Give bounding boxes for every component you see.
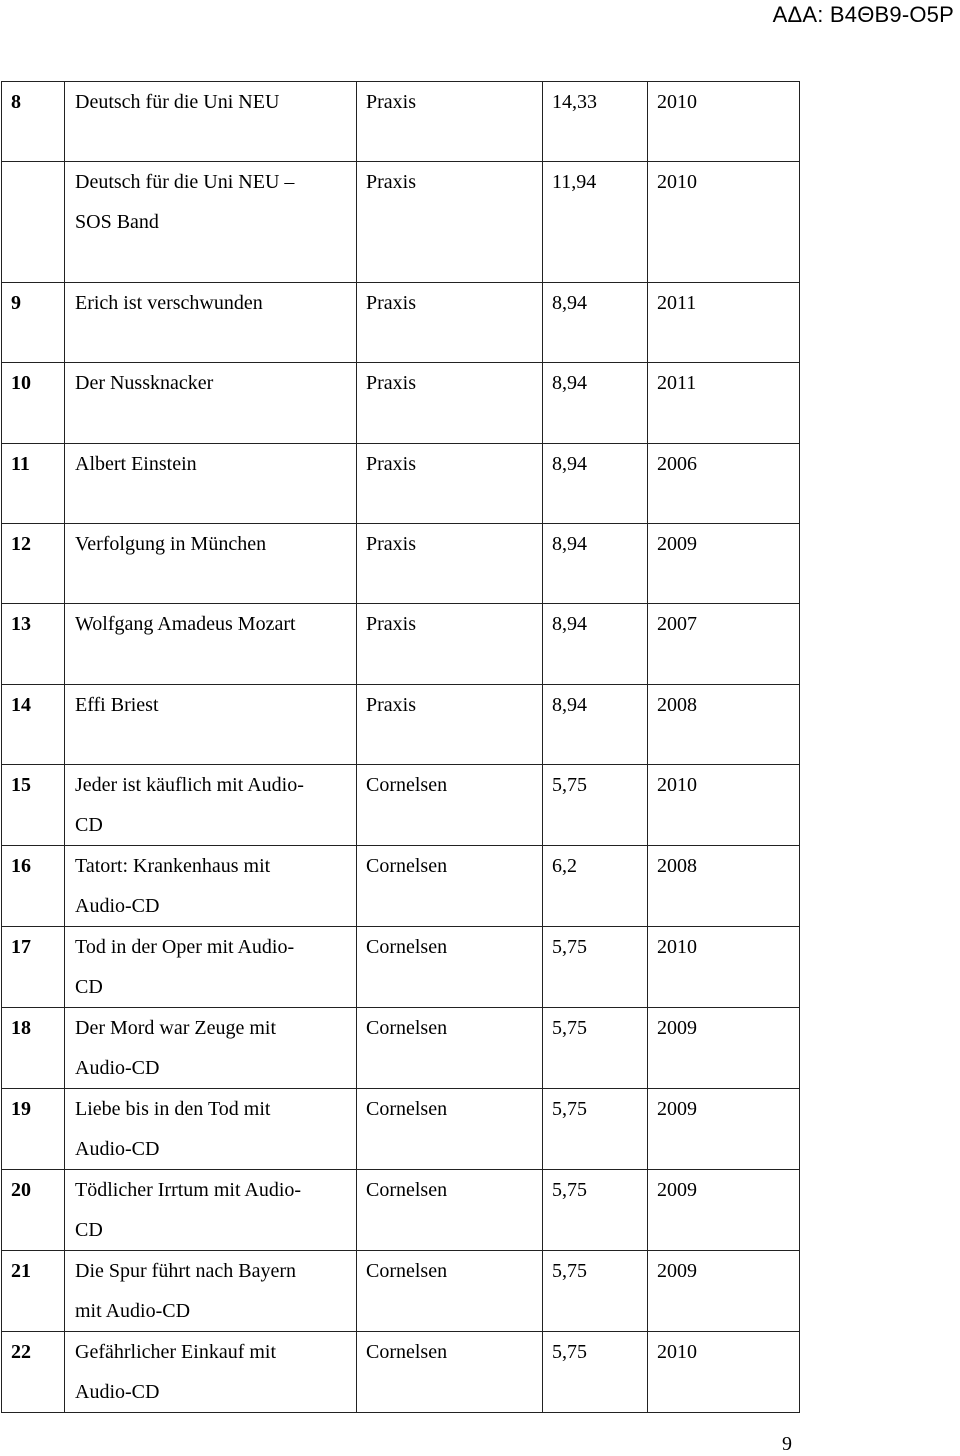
table-row [2, 1089, 800, 1170]
year: 2010 [648, 162, 800, 283]
publisher: Praxis [357, 444, 543, 524]
table-row [2, 1251, 800, 1332]
publisher: Cornelsen [357, 1089, 543, 1170]
table-row [2, 162, 800, 283]
price: 8,94 [543, 685, 648, 765]
price: 8,94 [543, 604, 648, 685]
book-title-line: Wolfgang Amadeus Mozart [75, 613, 296, 635]
publisher: Praxis [357, 604, 543, 685]
price: 8,94 [543, 283, 648, 363]
table-row [2, 846, 800, 927]
book-title-line: Die Spur führt nach Bayern [75, 1260, 297, 1282]
book-title-line: Gefährlicher Einkauf mit [75, 1341, 277, 1363]
price: 14,33 [543, 82, 648, 162]
price: 5,75 [543, 927, 648, 1008]
row-number: 13 [2, 604, 65, 685]
row-number: 17 [2, 927, 65, 1008]
row-number [2, 162, 65, 283]
book-title-line: Jeder ist käuflich mit Audio- [75, 774, 304, 796]
row-number: 19 [2, 1089, 65, 1170]
book-title-line: Tatort: Krankenhaus mit [75, 855, 271, 877]
price: 5,75 [543, 1008, 648, 1089]
row-number: 14 [2, 685, 65, 765]
book-title [65, 1332, 357, 1413]
book-title [65, 604, 357, 685]
book-title [65, 765, 357, 846]
book-title-line: CD [75, 814, 103, 836]
book-title [65, 82, 357, 162]
row-number: 20 [2, 1170, 65, 1251]
table-row [2, 1170, 800, 1251]
book-title [65, 363, 357, 444]
price: 5,75 [543, 1251, 648, 1332]
row-number: 22 [2, 1332, 65, 1413]
publisher: Cornelsen [357, 1008, 543, 1089]
price: 8,94 [543, 444, 648, 524]
book-title [65, 1251, 357, 1332]
table-row [2, 283, 800, 363]
book-title [65, 927, 357, 1008]
table-row [2, 1008, 800, 1089]
book-title-line: Tödlicher Irrtum mit Audio- [75, 1179, 302, 1201]
row-number: 9 [2, 283, 65, 363]
row-number: 21 [2, 1251, 65, 1332]
price: 5,75 [543, 765, 648, 846]
row-number: 11 [2, 444, 65, 524]
table-row [2, 604, 800, 685]
book-title-line: Albert Einstein [75, 453, 197, 475]
year: 2009 [648, 1170, 800, 1251]
row-number: 10 [2, 363, 65, 444]
price: 5,75 [543, 1332, 648, 1413]
year: 2010 [648, 1332, 800, 1413]
book-title [65, 283, 357, 363]
book-title [65, 846, 357, 927]
row-number: 8 [2, 82, 65, 162]
books-table [1, 81, 800, 1413]
table-row [2, 444, 800, 524]
book-title-line: CD [75, 1219, 103, 1241]
price: 8,94 [543, 363, 648, 444]
price: 8,94 [543, 524, 648, 604]
publisher: Praxis [357, 82, 543, 162]
publisher: Cornelsen [357, 846, 543, 927]
table-row [2, 765, 800, 846]
price: 5,75 [543, 1089, 648, 1170]
book-title-line: Deutsch für die Uni NEU [75, 91, 280, 113]
publisher: Praxis [357, 162, 543, 283]
row-number: 16 [2, 846, 65, 927]
table-row [2, 1332, 800, 1413]
book-title [65, 1089, 357, 1170]
book-title [65, 1008, 357, 1089]
book-title-line: mit Audio-CD [75, 1300, 191, 1322]
year: 2007 [648, 604, 800, 685]
year: 2010 [648, 927, 800, 1008]
year: 2009 [648, 1251, 800, 1332]
book-title-line: Audio-CD [75, 1057, 160, 1079]
table-row [2, 363, 800, 444]
year: 2009 [648, 1008, 800, 1089]
book-title-line: Audio-CD [75, 1138, 160, 1160]
table-row [2, 927, 800, 1008]
year: 2006 [648, 444, 800, 524]
year: 2010 [648, 765, 800, 846]
price: 11,94 [543, 162, 648, 283]
table-row [2, 524, 800, 604]
publisher: Cornelsen [357, 1251, 543, 1332]
price: 6,2 [543, 846, 648, 927]
publisher: Praxis [357, 283, 543, 363]
book-title-line: CD [75, 976, 103, 998]
table-row [2, 82, 800, 162]
book-title [65, 162, 357, 283]
book-title [65, 444, 357, 524]
year: 2011 [648, 363, 800, 444]
publisher: Cornelsen [357, 927, 543, 1008]
publisher: Praxis [357, 685, 543, 765]
page-number: 9 [782, 1433, 792, 1455]
book-title-line: SOS Band [75, 211, 159, 233]
publisher: Praxis [357, 363, 543, 444]
year: 2011 [648, 283, 800, 363]
book-title-line: Liebe bis in den Tod mit [75, 1098, 271, 1120]
ada-code: ΑΔΑ: Β4ΘΒ9-Ο5Ρ [772, 2, 954, 27]
book-title-line: Effi Briest [75, 694, 159, 716]
year: 2008 [648, 846, 800, 927]
book-title-line: Tod in der Oper mit Audio- [75, 936, 295, 958]
book-title [65, 685, 357, 765]
table-row [2, 685, 800, 765]
book-title-line: Der Mord war Zeuge mit [75, 1017, 277, 1039]
book-title-line: Deutsch für die Uni NEU – [75, 171, 295, 193]
year: 2008 [648, 685, 800, 765]
row-number: 12 [2, 524, 65, 604]
book-title-line: Audio-CD [75, 1381, 160, 1403]
year: 2009 [648, 524, 800, 604]
book-title-line: Der Nussknacker [75, 372, 214, 394]
book-title-line: Erich ist verschwunden [75, 292, 263, 314]
book-title [65, 1170, 357, 1251]
year: 2010 [648, 82, 800, 162]
publisher: Cornelsen [357, 1170, 543, 1251]
row-number: 18 [2, 1008, 65, 1089]
price: 5,75 [543, 1170, 648, 1251]
book-title-line: Audio-CD [75, 895, 160, 917]
row-number: 15 [2, 765, 65, 846]
publisher: Cornelsen [357, 765, 543, 846]
book-title [65, 524, 357, 604]
publisher: Cornelsen [357, 1332, 543, 1413]
publisher: Praxis [357, 524, 543, 604]
book-title-line: Verfolgung in München [75, 533, 267, 555]
year: 2009 [648, 1089, 800, 1170]
